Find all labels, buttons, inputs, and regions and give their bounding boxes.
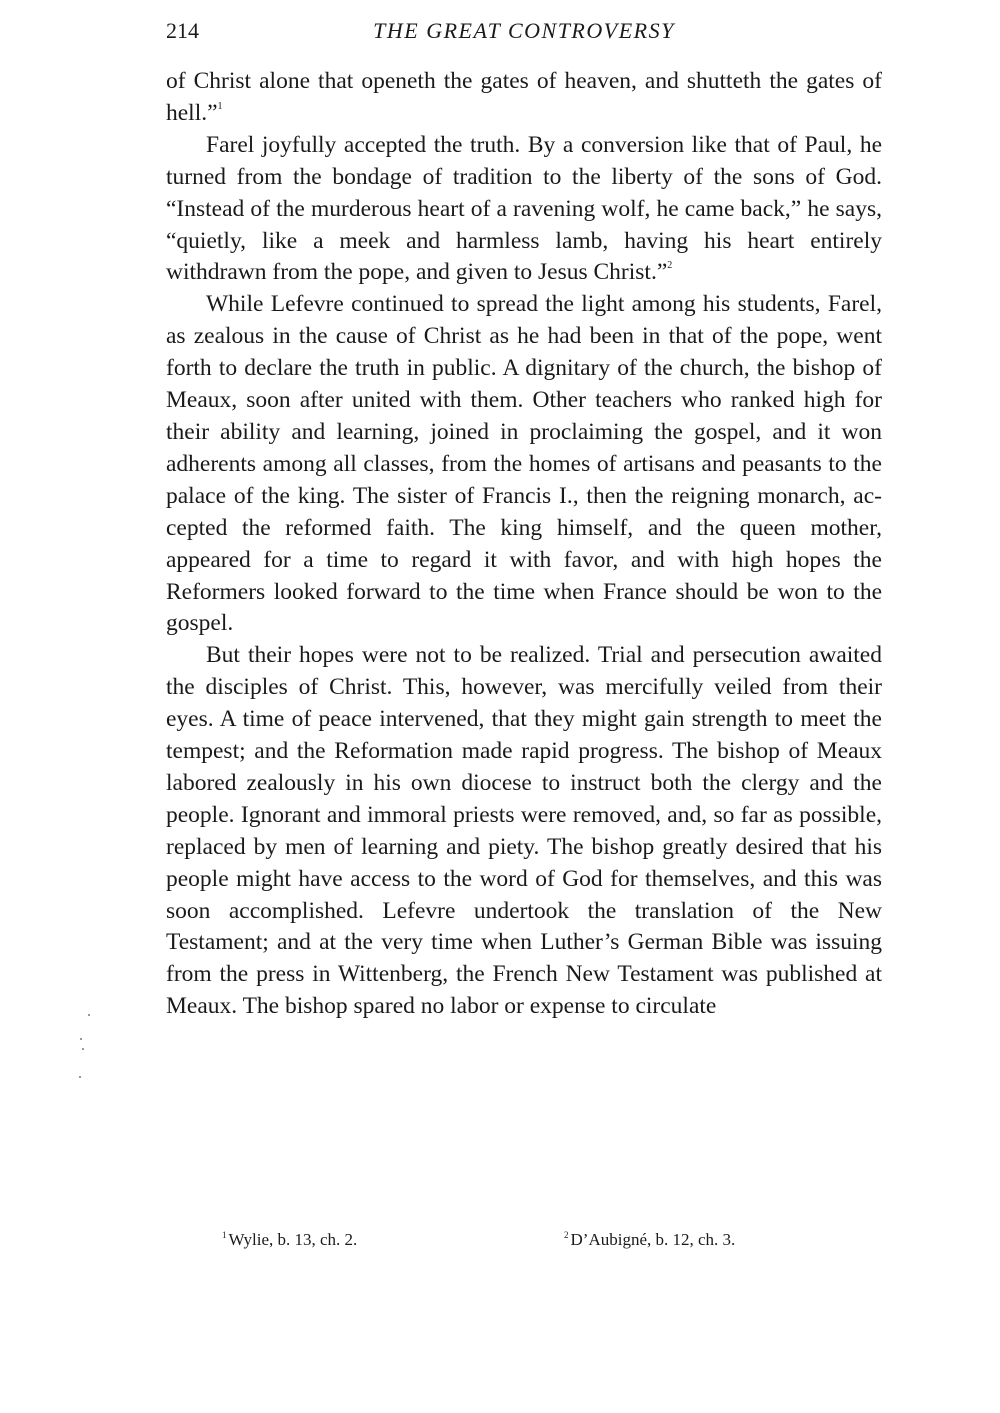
- footnotes: [222, 1226, 842, 1256]
- footnote-reference: 1: [217, 100, 223, 112]
- scan-speck: [80, 1038, 82, 1040]
- footnote-mark: 1: [222, 1230, 227, 1240]
- scan-speck: [79, 1076, 81, 1078]
- page-header: [166, 14, 882, 48]
- scan-speck: [88, 1014, 90, 1016]
- footnote-text: Wylie, b. 13, ch. 2.: [228, 1230, 358, 1249]
- running-head: THE GREAT CONTROVERSY: [373, 18, 675, 43]
- footnote-text: D’Aubigné, b. 12, ch. 3.: [570, 1230, 736, 1249]
- paragraph-text: of Christ alone that openeth the gates of heaven, and shutteth the gates of hell.”: [166, 68, 882, 126]
- footnote: [564, 1226, 735, 1254]
- paragraph: [166, 289, 882, 640]
- paragraph-text: But their hopes were not to be realized. Trial and persecution awaited the disciples of Christ. This, however, was mercifully veiled from their eyes. A time of peace intervened, that they might gain strength to meet the tempest; and the Reformation made rapid progress. The bishop of Meaux labored zealously in his own diocese to instruct both the clergy and the people. Ignorant and immoral priests were removed, and, so far as possible, replaced by men of learning and piety. The bishop greatly desired that his people might have access to the word of God for themselves, and this was soon accomplished. Lefevre undertook the translation of the New Testament; and at the very time when Luther’s German Bible was issuing from the press in Wittenberg, the French New Testament was published at Meaux. The bishop spared no labor or expense to circulate: [166, 642, 882, 1020]
- footnote: [222, 1226, 357, 1254]
- paragraph-text: While Lefevre continued to spread the light among his students, Farel, as zealous in the cause of Christ as he had been in that of the pope, went forth to declare the truth in public. A dignitary of the church, the bishop of Meaux, soon after united with them. Other teachers who ranked high for their ability and learning, joined in proclaiming the gospel, and it won adherents among all classes, from the homes of artisans and peasants to the palace of the king. The sister of Francis I., then the reigning monarch, accepted the reformed faith. The king himself, and the queen mother, appeared for a time to regard it with favor, and with high hopes the Reformers looked forward to the time when France should be won to the gospel.: [166, 291, 882, 637]
- footnote-mark: 2: [564, 1230, 569, 1240]
- paragraph: [166, 640, 882, 1023]
- scan-specks: [74, 1008, 94, 1088]
- page-number: 214: [166, 18, 199, 43]
- footnote-reference: 2: [667, 260, 673, 272]
- paragraph-text: Farel joyfully accepted the truth. By a conversion like that of Paul, he turned from the bondage of tradition to the liberty of the sons of God. “Instead of the murderous heart of a ravening wolf, he came back,” he says, “quietly, like a meek and harmless lamb, having his heart entirely withdrawn from the pope, and given to Jesus Christ.”: [166, 131, 882, 286]
- body-text: [166, 66, 882, 1023]
- paragraph-continued: [166, 66, 882, 130]
- scan-speck: [82, 1048, 84, 1050]
- paragraph: [166, 130, 882, 290]
